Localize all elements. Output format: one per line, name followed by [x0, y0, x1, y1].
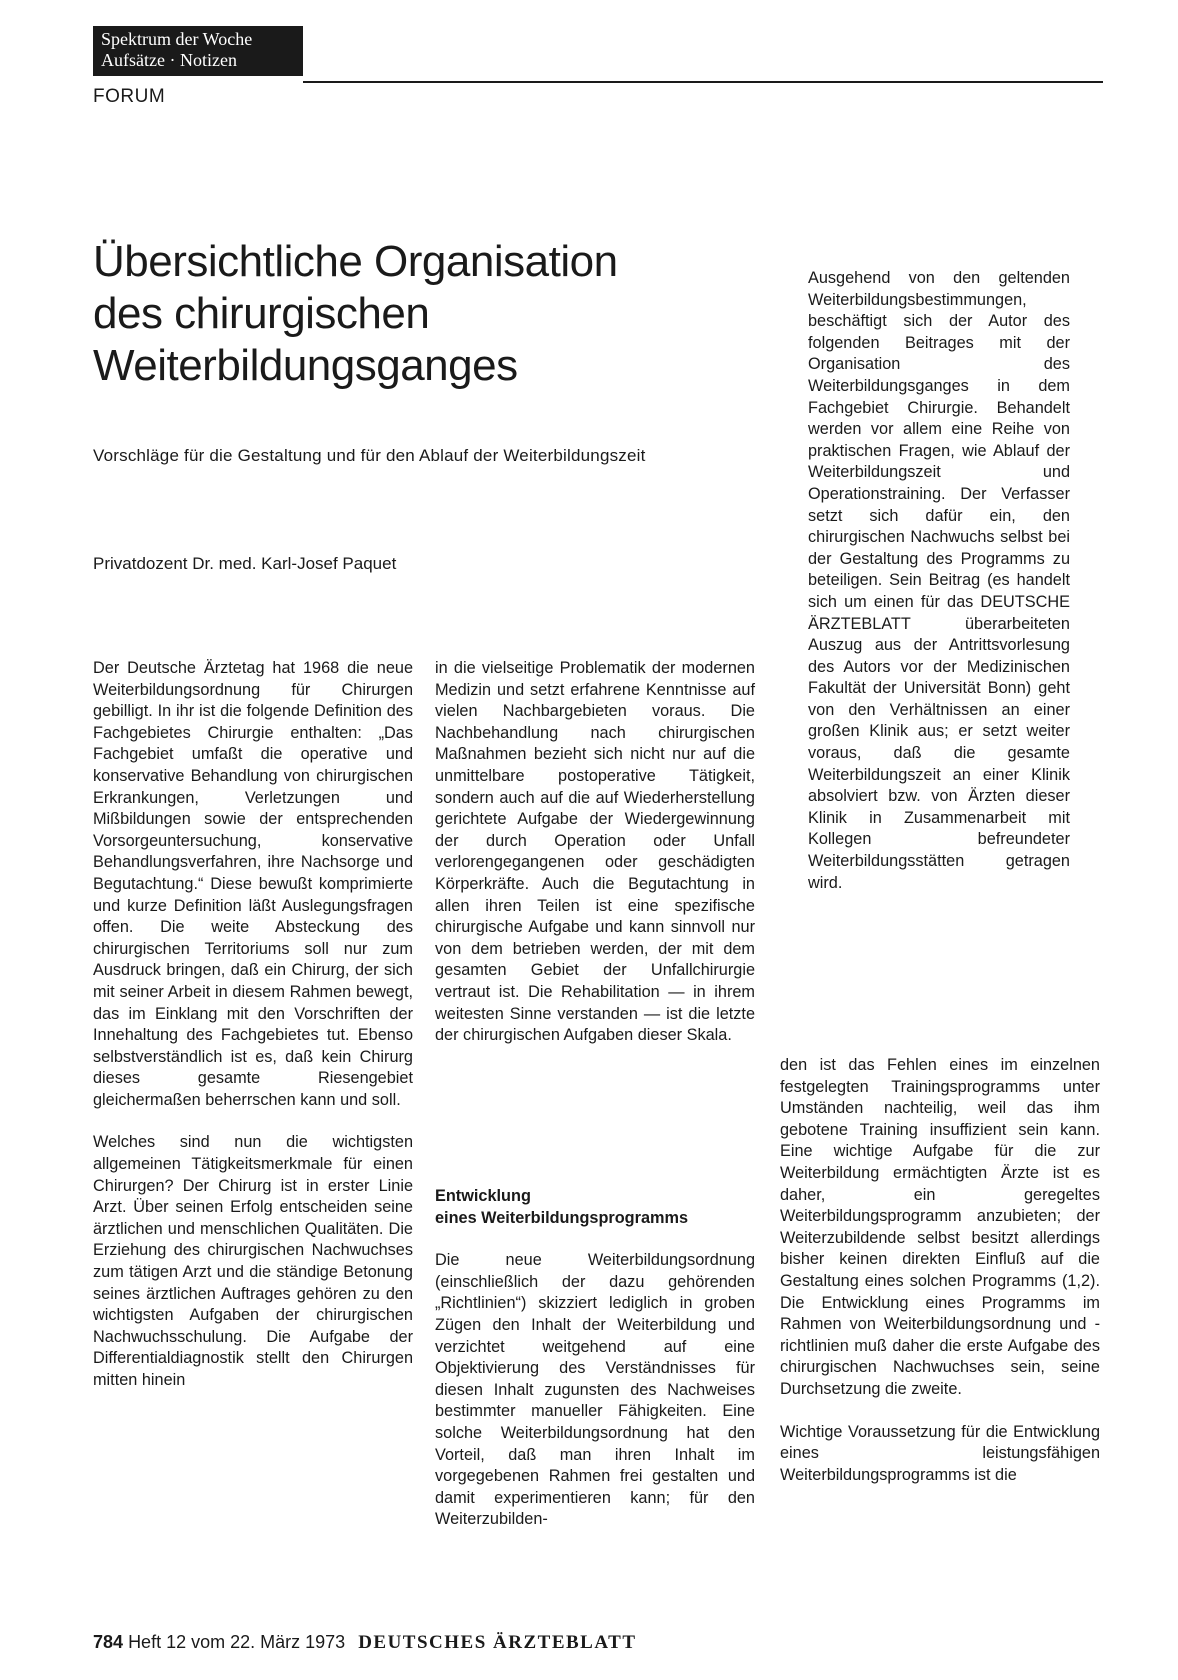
header-rule: [303, 81, 1103, 83]
paragraph: Welches sind nun die wichtigsten allgemeinen Tätigkeitsmerkmale für einen Chirurgen? Der Chirurg ist in erster Linie Arzt. Über seinen Erfolg entscheiden seine ärztlichen und menschlichen Qualitäten. Die Erziehung des chirurgischen Nachwuchses zum tätigen Arzt und die ständige Betonung seines ärztlichen Auftrages gehören zu den wichtigsten Aufgaben der chirurgischen Nachwuchsschulung. Die Aufgabe der Differentialdiagnostik stellt den Chirurgen mitten hinein: [93, 1133, 413, 1389]
article-subtitle: Vorschläge für die Gestaltung und für den Ablauf der Weiterbildungszeit: [93, 446, 646, 465]
paragraph: Der Deutsche Ärztetag hat 1968 die neue Weiterbildungsordnung für Chirurgen gebilligt. In ihr ist die folgende Definition des Fachgebietes Chirurgie enthalten: „Das Fachgebiet umfaßt die operative und konservative Behandlung von chirurgischen Erkrankungen, Verletzungen und Mißbildungen sowie der entsprechenden Vorsorgeuntersuchung, konservative Behandlungsverfahren, ihre Nachsorge und Begutachtung.“ Diese bewußt komprimierte und kurze Definition läßt Auslegungsfragen offen. Die weite Absteckung des chirurgischen Territoriums soll nur zum Ausdruck bringen, daß ein Chirurg, der sich mit seiner Arbeit in diesem Rahmen bewegt, das im Einklang mit den Vorschriften der Innehaltung des Fachgebietes tut. Ebenso selbstverständlich ist es, daß kein Chirurg dieses gesamte Riesengebiet gleichermaßen beherrschen kann und soll.: [93, 659, 413, 1109]
article-title: [93, 236, 713, 392]
column-2: [435, 658, 755, 1047]
column-3: [780, 1055, 1100, 1486]
section-heading-line2: eines Weiterbildungsprogramms: [435, 1208, 689, 1227]
paragraph: Wichtige Voraussetzung für die Entwicklung eines leistungsfähigen Weiterbildungsprogramms ist die: [780, 1422, 1100, 1484]
issue-info: Heft 12 vom 22. März 1973: [128, 1632, 346, 1652]
section-label: [93, 26, 303, 76]
section-label-line2: Aufsätze · Notizen: [101, 50, 237, 70]
page-footer: [93, 1632, 637, 1654]
column-2-lower: [435, 1186, 755, 1531]
paragraph: in die vielseitige Problematik der modernen Medizin und setzt erfahrene Kenntnisse auf vielen Nachbargebieten voraus. Die Nachbehandlung nach chirurgischen Maßnahmen bezieht sich nicht nur auf die unmittelbare postoperative Tätigkeit, sondern auch auf die auf Wiederherstellung gerichtete Aufgabe der Wiedergewinnung der durch Operation oder Unfall verlorengegangenen oder geschädigten Körperkräfte. Auch die Begutachtung in allen ihren Teilen ist eine spezifische chirurgische Aufgabe und kann sinnvoll nur von dem betrieben werden, der mit dem gesamten Gebiet der Unfallchirurgie vertraut ist. Die Rehabilitation — in ihrem weitesten Sinne verstanden — ist die letzte der chirurgischen Aufgaben dieser Skala.: [435, 659, 755, 1045]
article-author: Privatdozent Dr. med. Karl-Josef Paquet: [93, 554, 397, 573]
column-1: [93, 658, 413, 1392]
article-abstract: Ausgehend von den geltenden Weiterbildungsbestimmungen, beschäftigt sich der Autor des folgenden Beitrages mit der Organisation des Weiterbildungsganges in dem Fachgebiet Chirurgie. Behandelt werden vor allem eine Reihe von praktischen Fragen, wie Ablauf der Weiterbildungszeit und Operationstraining. Der Verfasser setzt sich dafür ein, den chirurgischen Nachwuchs selbst bei der Gestaltung des Programms zu beteiligen. Sein Beitrag (es handelt sich um einen für das DEUTSCHE ÄRZTEBLATT überarbeiteten Auszug aus der Antrittsvorlesung des Autors vor der Medizinischen Fakultät der Universität Bonn) geht von den Verhältnissen an einer großen Klinik aus; er setzt weiter voraus, daß die gesamte Weiterbildungszeit an einer Klinik absolviert bzw. von Ärzten dieser Klinik in Zusammenarbeit mit Kollegen befreundeter Weiterbildungsstätten getragen wird.: [808, 269, 1070, 892]
section-label-line1: Spektrum der Woche: [101, 29, 253, 49]
paragraph: den ist das Fehlen eines im einzelnen festgelegten Trainingsprogramms unter Umständen nachteilig, weil das ihm gebotene Training insuffizient sein kann. Eine wichtige Aufgabe für die zur Weiterbildung ermächtigten Ärzte ist es daher, ein geregeltes Weiterbildungsprogramm anzubieten; der Weiterzubildende selbst besitzt allerdings bisher keinen direkten Einfluß auf die Gestaltung eines solchen Programms (1,2). Die Entwicklung eines Programms im Rahmen von Weiterbildungsordnung und -richtlinien muß daher die erste Aufgabe des chirurgischen Nachwuchses sein, seine Durchsetzung die zweite.: [780, 1056, 1100, 1398]
paragraph: Die neue Weiterbildungsordnung (einschließlich der dazu gehörenden „Richtlinien“) skizziert lediglich in groben Zügen den Inhalt der Weiterbildung und verzichtet weitgehend auf eine Objektivierung des Verständnisses für diesen Inhalt zugunsten des Nachweises bestimmter manueller Fähigkeiten. Eine solche Weiterbildungsordnung hat den Vorteil, daß man ihren Inhalt im vorgegebenen Rahmen frei gestalten und damit experimentieren kann; für den Weiterzubilden-: [435, 1251, 755, 1529]
title-line-2: des chirurgischen: [93, 289, 430, 338]
section-heading-line1: Entwicklung: [435, 1187, 531, 1205]
page-number: 784: [93, 1632, 124, 1652]
rubric: FORUM: [93, 86, 166, 107]
journal-name: DEUTSCHES ÄRZTEBLATT: [358, 1632, 637, 1653]
section-heading: [435, 1186, 755, 1229]
title-line-3: Weiterbildungsganges: [93, 341, 518, 390]
title-line-1: Übersichtliche Organisation: [93, 237, 618, 286]
